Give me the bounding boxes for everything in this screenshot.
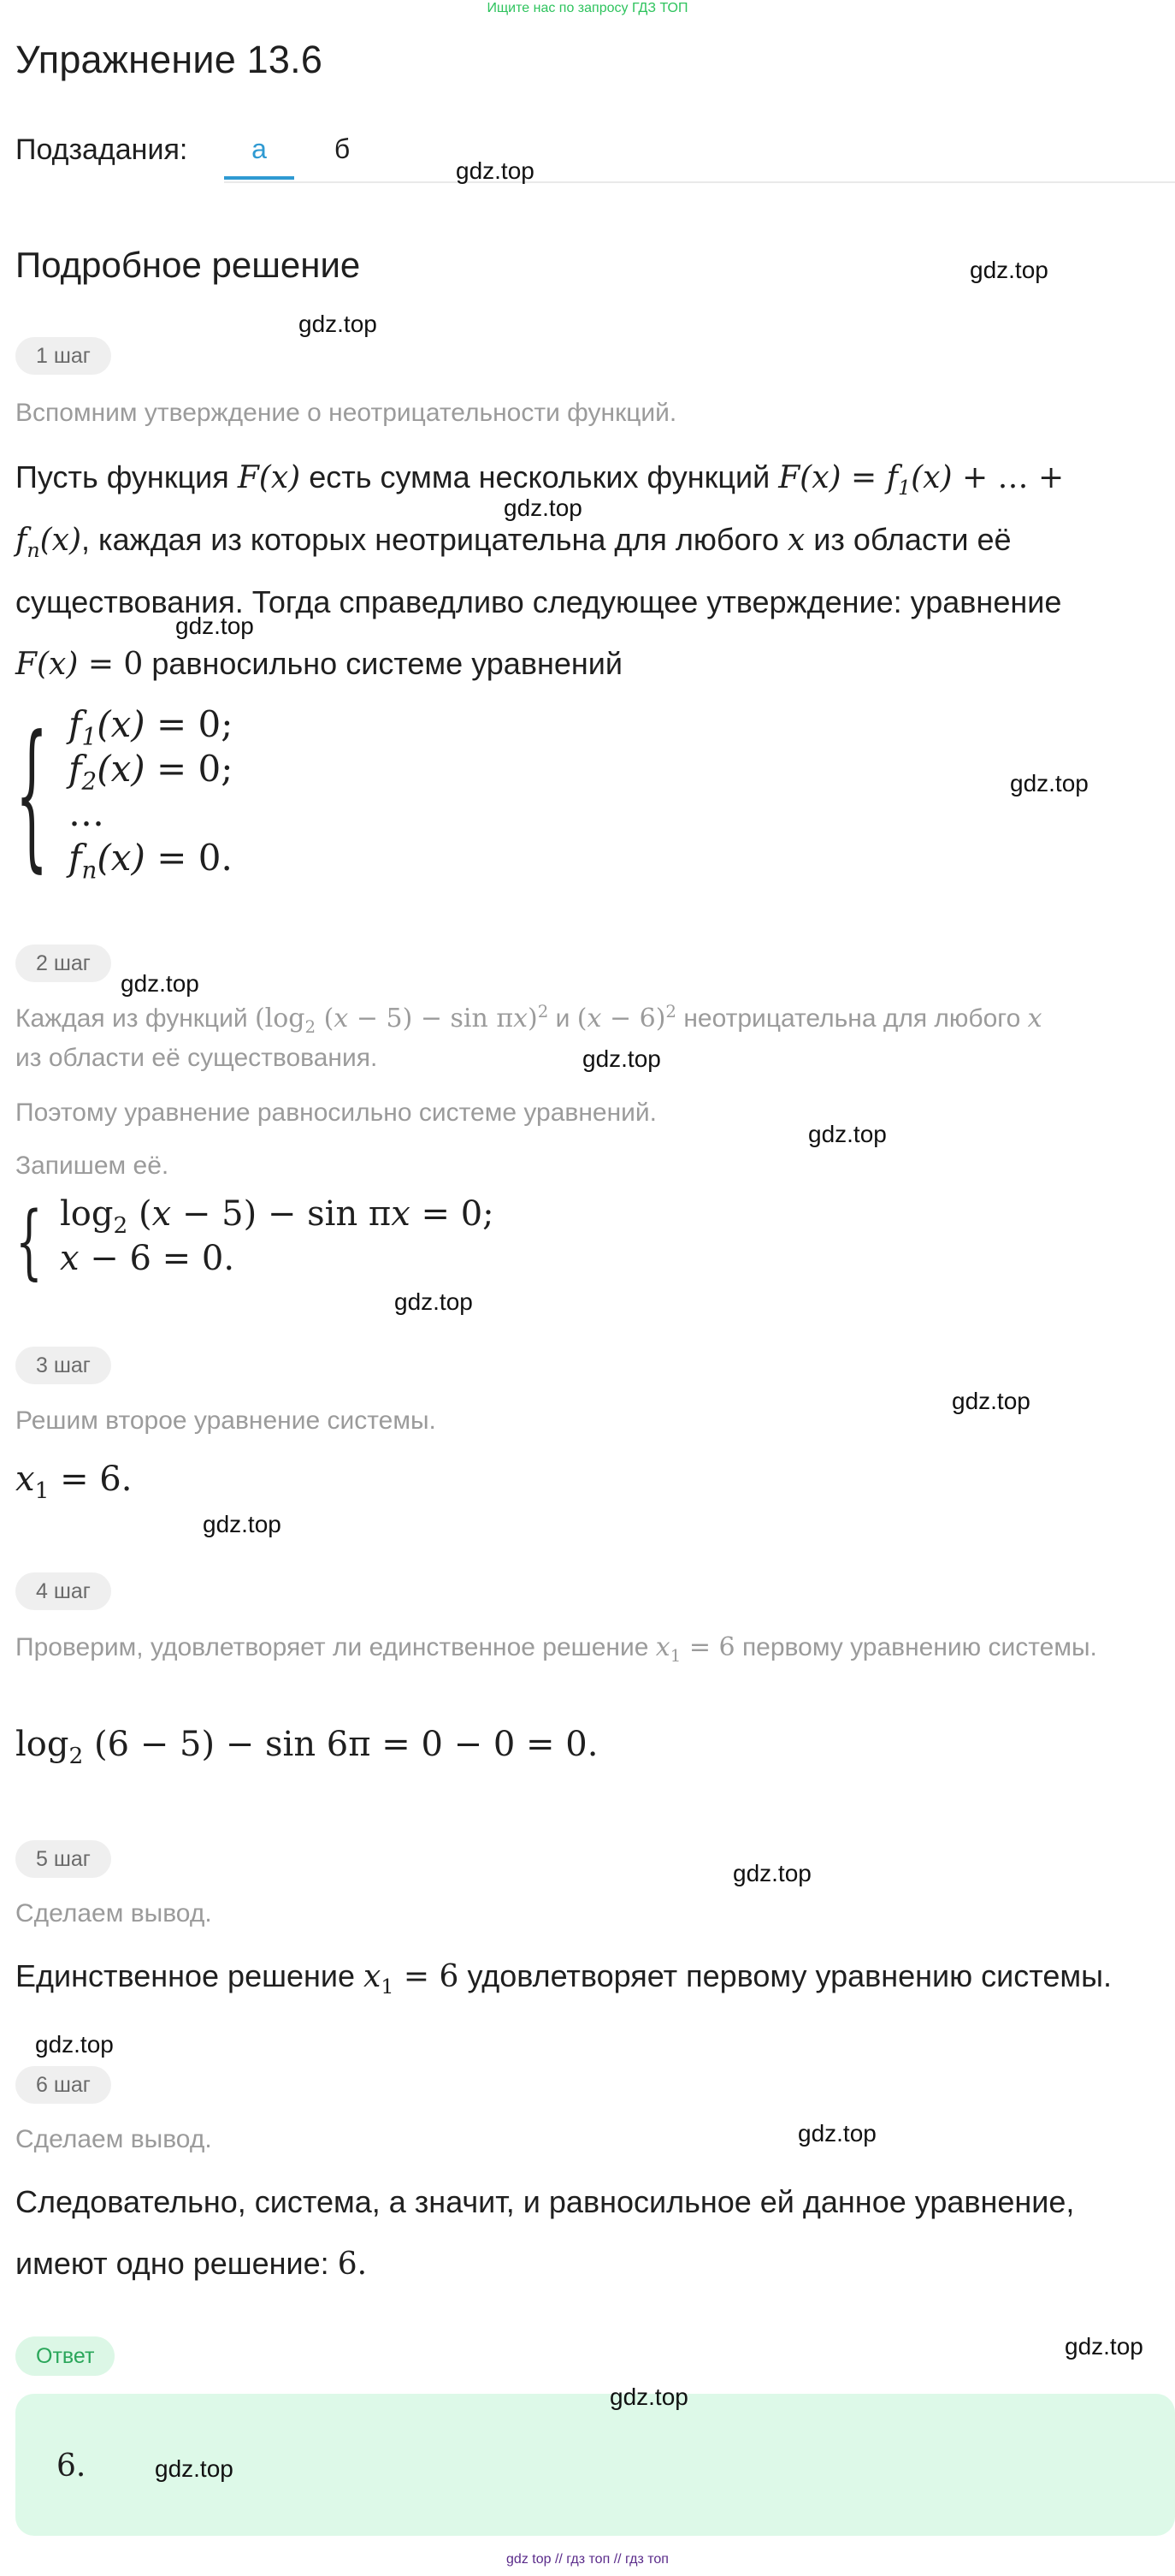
- tab-subtask-b[interactable]: б: [334, 133, 351, 164]
- step-3-equation: $x_1 = 6$.: [15, 1460, 133, 1504]
- watermark: gdz.top: [298, 311, 377, 337]
- step-3-badge: 3 шаг: [15, 1347, 111, 1384]
- system-brace: {: [15, 1194, 43, 1289]
- tab-subtask-a[interactable]: а: [224, 133, 294, 180]
- step-4-badge: 4 шаг: [15, 1572, 111, 1610]
- step-1-text-c: , каждая из которых неотрицательна для любого: [81, 522, 779, 557]
- math-func-1: ($\log_2$ (x − 5) − sin πx)$^2$: [254, 1002, 549, 1037]
- step-1-system-line-1: $f_1(x) = 0$;: [68, 703, 233, 751]
- watermark: gdz.top: [798, 2120, 877, 2147]
- math-func-2: $(x - 6)^2$: [576, 1002, 677, 1033]
- step-6-badge: 6 шаг: [15, 2066, 111, 2104]
- step-4-note-b: первому уравнению системы.: [741, 1633, 1097, 1661]
- step-6-text: [15, 2171, 1161, 2295]
- answer-value: 6.: [56, 2449, 86, 2484]
- top-banner[interactable]: Ищите нас по запросу ГДЗ ТОП: [487, 1, 688, 15]
- step-1-system-line-2: $f_2(x) = 0$;: [68, 748, 233, 796]
- step-1-text-a: Пусть функция: [15, 459, 229, 494]
- step-2-system-line-1: $\log_2 (x - 5) - \sin \pi x = 0$;: [60, 1194, 494, 1239]
- math-sum-definition: $F(x) = f_1(x)$ + … + $f_n(x)$: [15, 460, 1065, 563]
- solution-heading: Подробное решение: [15, 245, 361, 285]
- tabs-divider: [224, 181, 1175, 183]
- watermark: gdz.top: [203, 1511, 281, 1537]
- math-x1-equals-6: $x_1 = 6$: [655, 1632, 735, 1666]
- step-1-text: [15, 447, 1161, 696]
- step-1-text-b: есть сумма нескольких функций: [309, 459, 771, 494]
- watermark: gdz.top: [456, 157, 534, 184]
- step-5-note: Сделаем вывод.: [15, 1899, 212, 1928]
- step-3-note: Решим второе уравнение системы.: [15, 1406, 436, 1435]
- watermark: gdz.top: [1065, 2333, 1143, 2360]
- step-2-note-c: неотрицательна для любого: [683, 1004, 1021, 1033]
- step-2-note-d: из области её существования.: [15, 1044, 378, 1072]
- step-1-badge: 1 шаг: [15, 337, 111, 375]
- step-6-note: Сделаем вывод.: [15, 2125, 212, 2153]
- step-1-note: Вспомним утверждение о неотрицательности функций.: [15, 399, 677, 427]
- math-x1-equals-6: $x_1 = 6$: [363, 1959, 459, 1999]
- subtasks-label: Подзадания:: [15, 133, 188, 166]
- watermark: gdz.top: [952, 1388, 1030, 1414]
- watermark: gdz.top: [970, 257, 1048, 283]
- step-1-system-line-4: $f_n(x) = 0$.: [68, 837, 233, 885]
- watermark: gdz.top: [733, 1860, 812, 1886]
- step-5-text-b: удовлетворяет первому уравнению системы.: [467, 1958, 1113, 1993]
- step-1-system-line-3: …: [68, 792, 104, 834]
- math-F-equals-zero: F(x) = 0: [15, 647, 144, 682]
- watermark: gdz.top: [175, 613, 254, 639]
- watermark: gdz.top: [610, 2384, 688, 2410]
- watermark: gdz.top: [582, 1045, 661, 1072]
- step-4-note: [15, 1628, 1153, 1667]
- math-F-of-x: F(x): [237, 460, 301, 495]
- step-1-text-d: из области её существования. Тогда справедливо следующее утверждение: уравнение: [15, 522, 1062, 619]
- math-answer-6: 6.: [337, 2247, 368, 2282]
- step-4-note-a: Проверим, удовлетворяет ли единственное решение: [15, 1633, 649, 1661]
- step-5-badge: 5 шаг: [15, 1840, 111, 1878]
- step-5-text: [15, 1945, 1161, 2008]
- step-2-note-b: и: [555, 1004, 570, 1033]
- step-5-text-a: Единственное решение: [15, 1958, 356, 1993]
- step-2-note-2: Поэтому уравнение равносильно системе уравнений.: [15, 1099, 658, 1127]
- page-title: Упражнение 13.6: [15, 38, 323, 81]
- step-2-badge: 2 шаг: [15, 945, 111, 982]
- step-2-system-line-2: x − 6 = 0.: [60, 1239, 235, 1278]
- step-2-note-3: Запишем её.: [15, 1152, 169, 1180]
- watermark: gdz.top: [121, 970, 199, 997]
- watermark: gdz.top: [808, 1121, 887, 1147]
- system-brace: {: [15, 703, 49, 889]
- watermark: gdz.top: [155, 2455, 233, 2482]
- step-1-text-e: равносильно системе уравнений: [151, 646, 623, 681]
- watermark: gdz.top: [1010, 770, 1089, 796]
- watermark: gdz.top: [394, 1288, 473, 1315]
- footer: gdz top // гдз топ // гдз топ: [506, 2552, 669, 2567]
- watermark: gdz.top: [35, 2031, 114, 2058]
- step-6-text-a: Следовательно, система, а значит, и равносильное ей данное уравнение, имеют одно решение:: [15, 2184, 1075, 2281]
- answer-badge: Ответ: [15, 2336, 115, 2376]
- step-2-note-a: Каждая из функций: [15, 1004, 248, 1033]
- step-4-equation: $\log_2 (6 - 5) - \sin 6\pi = 0 - 0 = 0$.: [15, 1725, 599, 1769]
- math-x: x: [787, 523, 806, 558]
- math-x: x: [1027, 1004, 1042, 1033]
- watermark: gdz.top: [504, 494, 582, 521]
